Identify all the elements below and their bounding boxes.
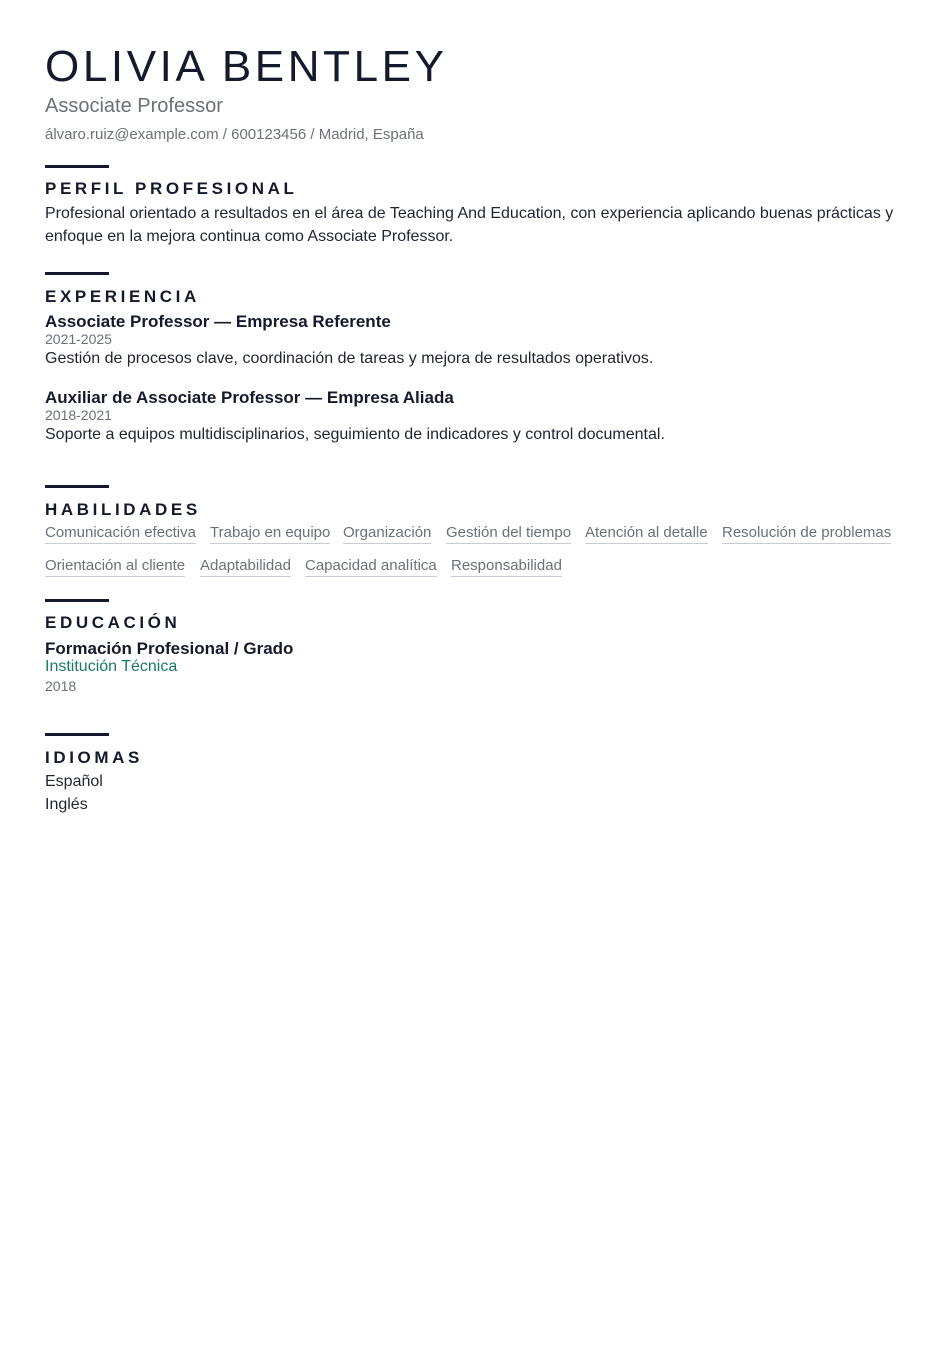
skill-tag: Atención al detalle (585, 524, 708, 544)
skill-tag: Gestión del tiempo (446, 524, 571, 544)
section-divider (45, 485, 109, 488)
contact-line: álvaro.ruiz@example.com / 600123456 / Madrid, España (45, 126, 424, 143)
job-description: Gestión de procesos clave, coordinación de tareas y mejora de resultados operativos. (45, 350, 654, 367)
job-dates: 2018-2021 (45, 407, 112, 423)
section-divider (45, 165, 109, 168)
section-divider (45, 272, 109, 275)
skill-tag: Trabajo en equipo (210, 524, 330, 544)
language-item: Español (45, 773, 103, 790)
education-year: 2018 (45, 678, 77, 694)
skill-tag: Comunicación efectiva (45, 524, 196, 544)
section-heading-education: EDUCACIÓN (45, 613, 181, 632)
section-heading-languages: IDIOMAS (45, 748, 143, 767)
section-divider (45, 599, 109, 602)
candidate-name: OLIVIA BENTLEY (45, 42, 448, 91)
section-divider (45, 733, 109, 736)
skill-tag: Resolución de problemas (722, 524, 891, 544)
job-description: Soporte a equipos multidisciplinarios, seguimiento de indicadores y control documental. (45, 426, 665, 443)
job-dates: 2021-2025 (45, 331, 112, 347)
section-heading-experience: EXPERIENCIA (45, 287, 200, 306)
skill-tag: Responsabilidad (451, 557, 562, 577)
education-institution: Institución Técnica (45, 658, 178, 675)
candidate-title: Associate Professor (45, 95, 223, 117)
section-heading-skills: HABILIDADES (45, 500, 201, 519)
job-title: Associate Professor — Empresa Referente (45, 312, 391, 331)
section-heading-profile: PERFIL PROFESIONAL (45, 179, 298, 198)
skill-tag: Orientación al cliente (45, 557, 185, 577)
profile-summary: Profesional orientado a resultados en el área de Teaching And Education, con experiencia aplicando buenas prácticas y enfoque en la mejora continua como Associate Professor. (45, 205, 894, 245)
skill-tag: Organización (343, 524, 431, 544)
job-title: Auxiliar de Associate Professor — Empresa Aliada (45, 388, 454, 407)
skill-tag: Capacidad analítica (305, 557, 437, 577)
language-item: Inglés (45, 796, 88, 813)
education-degree: Formación Profesional / Grado (45, 639, 294, 658)
skill-tag: Adaptabilidad (200, 557, 291, 577)
